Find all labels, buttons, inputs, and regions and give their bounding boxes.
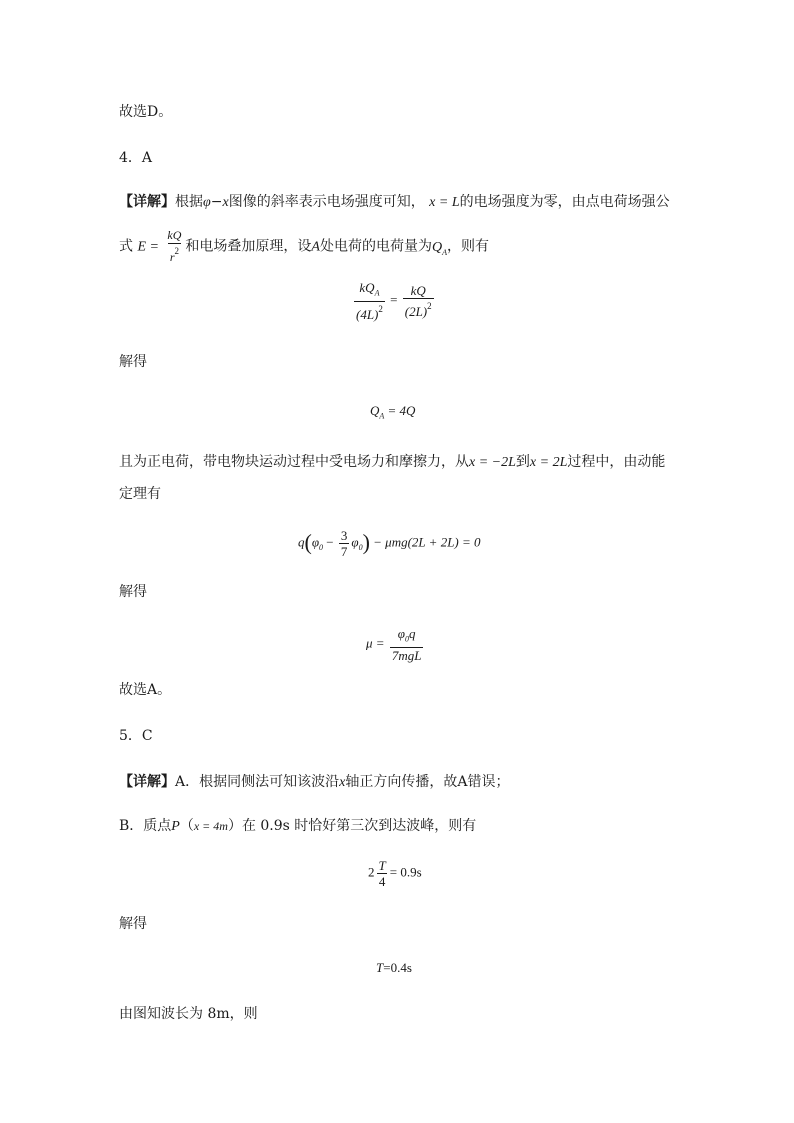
den-2l: (2L) (404, 303, 428, 319)
mu: μ = (366, 635, 385, 651)
text-span: B．质点 (119, 818, 172, 834)
text-span: ，则有 (446, 238, 489, 255)
text-line: 故选A。 (119, 682, 172, 698)
text-line (119, 228, 489, 265)
text-span: ）在 0.9s 时恰好第三次到达波峰，则有 (227, 818, 477, 834)
detail-tag: 【详解】 (119, 774, 175, 790)
text-line: 解得 (119, 354, 147, 370)
eq-rest: =0.4s (383, 960, 412, 975)
question-number: 4．A (119, 150, 153, 166)
text-span: （ (179, 818, 194, 834)
text-span: 根据 (175, 194, 203, 210)
math-x: x (222, 195, 229, 210)
text-line (119, 452, 665, 473)
equation-2 (370, 403, 415, 421)
minus: − (326, 534, 334, 550)
equation-4 (366, 626, 425, 663)
math-x: x (339, 775, 346, 790)
den-4l: (4L) (356, 306, 379, 322)
question-number: 5．C (119, 728, 153, 744)
subscript: 0 (358, 543, 363, 553)
text-span: 到 (515, 454, 530, 470)
text-span: 处电荷的电荷量为 (319, 238, 432, 255)
subscript: A (374, 288, 380, 298)
equation-1 (352, 280, 436, 322)
numerator (357, 280, 381, 301)
text-line (119, 816, 476, 837)
equation-3 (298, 528, 481, 559)
phi: φ (351, 534, 359, 550)
fraction (165, 228, 183, 265)
numerator: 3 (340, 528, 348, 543)
detail-tag: 【详解】 (119, 194, 175, 210)
numerator (396, 626, 418, 647)
coef: 2 (368, 864, 375, 880)
text-span: 轴正方向传播，故A错误； (345, 774, 510, 790)
eq-rest: = 0.9s (389, 864, 422, 880)
q: q (298, 534, 305, 550)
math-a: A (311, 239, 320, 255)
t: T (376, 960, 384, 975)
math-inline: x = L (429, 195, 460, 210)
fraction (339, 528, 350, 559)
math-inline: x = −2L (469, 455, 516, 470)
text-span: 且为正电荷，带电物块运动过程中受电场力和摩擦力，从 (119, 454, 469, 470)
den-r: r (169, 250, 175, 264)
phi: φ (397, 626, 405, 641)
denominator: 7mgL (391, 647, 422, 663)
numerator: kQ (410, 282, 426, 298)
denominator: 7 (340, 544, 348, 559)
math-p: P (171, 819, 180, 834)
equation-5 (368, 858, 422, 889)
text-span: A．根据同侧法可知该波沿 (175, 774, 340, 790)
q: Q (431, 239, 443, 255)
text-line (119, 192, 670, 213)
exponent: 2 (378, 303, 383, 314)
equation-6 (376, 960, 412, 976)
text-line: 定理有 (119, 486, 161, 502)
text-span: 式 (119, 238, 133, 255)
fraction-numerator: kQ (167, 228, 182, 242)
text-span: 过程中，由动能 (567, 454, 666, 470)
subscript: A (379, 411, 385, 421)
text-line: 解得 (119, 916, 147, 932)
eq-rest: = 4Q (387, 403, 416, 418)
phi: φ (311, 534, 320, 550)
text-line: 解得 (119, 584, 147, 600)
fraction-left (354, 280, 385, 322)
paren-open: ( (304, 529, 312, 555)
text-span: 的电场强度为零，由点电荷场强公 (459, 194, 670, 210)
eq-rest: − μmg(2L + 2L) = 0 (373, 534, 481, 550)
text-line (119, 772, 509, 793)
equals: = (390, 291, 398, 307)
paren-close: ) (362, 529, 370, 555)
text-line: 故选D。 (119, 104, 173, 120)
subscript: 0 (319, 543, 324, 553)
text-span: 图像的斜率表示电场强度可知， (228, 194, 425, 210)
denominator (403, 298, 434, 319)
fraction (377, 858, 388, 889)
math-phi: φ (203, 195, 211, 210)
math-inline: x = 2L (529, 455, 568, 470)
numerator: T (378, 858, 386, 873)
kq: kQ (359, 280, 375, 295)
math-e: E = (137, 239, 159, 255)
fraction-right (403, 283, 434, 319)
exponent: 2 (174, 246, 179, 256)
exponent: 2 (427, 300, 432, 311)
text-line: 由图知波长为 8m，则 (119, 1006, 258, 1022)
text-span: 和电场叠加原理，设 (185, 238, 312, 255)
denominator: 4 (378, 874, 386, 889)
denominator (354, 301, 385, 322)
fraction-denominator (168, 243, 181, 265)
math-qa (432, 240, 447, 255)
q: Q (370, 403, 380, 418)
q: q (408, 626, 416, 641)
subscript: A (442, 247, 447, 257)
subscript: 0 (404, 634, 409, 644)
math-dash: − (210, 194, 223, 210)
fraction (390, 626, 424, 663)
math-inline: x = 4m (193, 819, 228, 833)
